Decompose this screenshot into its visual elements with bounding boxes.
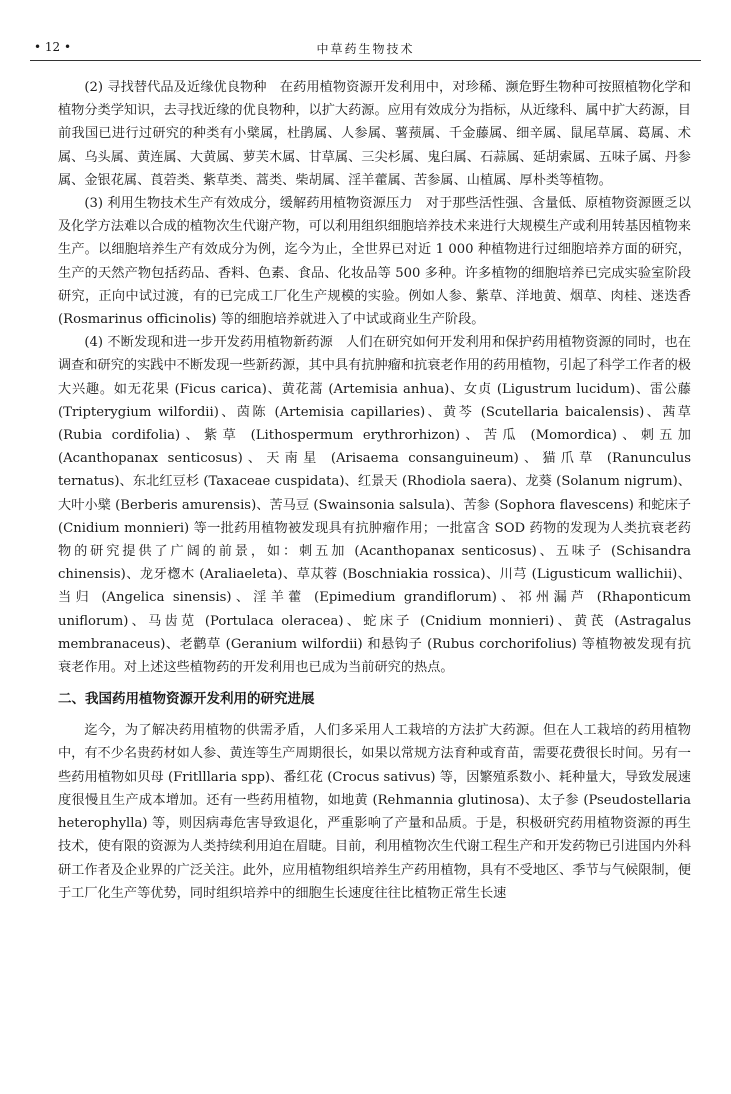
page-body	[58, 76, 691, 905]
paragraph-substitutes: (2) 寻找替代品及近缘优良物种 在药用植物资源开发利用中，对珍稀、濒危野生物种可按照植物化学和植物分类学知识，去寻找近缘的优良物种，以扩大药源。应用有效成分为指标，从近缘科、属中扩大药源，目前我国已进行过研究的种类有小檗属，杜鹃属、人参属、薯蓣属、千金藤属、细辛属、鼠尾草属、葛属、术属、乌头属、黄连属、大黄属、萝芙木属、甘草属、三尖杉属、鬼臼属、石蒜属、延胡索属、五味子属、丹参属、金银花属、莨菪类、紫草类、蒿类、柴胡属、淫羊藿属、苦参属、山植属、厚朴类等植物。	[58, 80, 691, 188]
page-number: • 12 •	[34, 40, 72, 54]
running-title: 中草药生物技术	[316, 42, 415, 56]
paragraph-research-progress: 迄今，为了解决药用植物的供需矛盾，人们多采用人工栽培的方法扩大药源。但在人工栽培的药用植物中，有不少名贵药材如人参、黄连等生产周期很长，如果以常规方法育种或育苗，需要花费很长时间。另有一些药用植物如贝母 (Fritlllaria spp)、番红花 (Crocus sativus) 等，因繁殖系数小、耗种量大，导致发展速度很慢且生产成本增加。还有一些药用植物，如地黄 (Rehmannia glutinosa)、太子参 (Pseudostellaria heterophylla) 等，则因病毒危害导致退化，严重影响了产量和品质。于是，积极研究药用植物资源的再生技术，使有限的资源为人类持续利用迫在眉睫。目前，利用植物次生代谢工程生产和开发药物已引进国内外科研工作者及企业界的广泛关注。此外，应用植物组织培养生产药用植物，具有不受地区、季节与气候限制，便于工厂化生产等优势，同时组织培养中的细胞生长速度往往比植物正常生长速	[58, 723, 691, 901]
page-header	[30, 38, 701, 61]
section-heading: 二、我国药用植物资源开发利用的研究进展	[58, 691, 315, 708]
paragraph-new-sources: (4) 不断发现和进一步开发药用植物新药源 人们在研究如何开发利用和保护药用植物资源的同时，也在调查和研究的实践中不断发现一些新药源，其中具有抗肿瘤和抗衰老作用的药用植物，引起了科学工作者的极大兴趣。如无花果 (Ficus carica)、黄花蒿 (Artemisia anhua)、女贞 (Ligustrum lucidum)、雷公藤 (Tripterygium wilfordii)、茵陈 (Artemisia capillaries)、黄芩 (Scutellaria baicalensis)、茜草 (Rubia cordifolia)、紫草 (Lithospermum erythrorhizon)、苦瓜 (Momordica)、刺五加 (Acanthopanax senticosus)、天南星 (Arisaema consanguineum)、猫爪草 (Ranunculus ternatus)、东北红豆杉 (Taxaceae cuspidata)、红景天 (Rhodiola saera)、龙葵 (Solanum nigrum)、大叶小檗 (Berberis amurensis)、苦马豆 (Swainsonia salsula)、苦参 (Sophora flavescens) 和蛇床子 (Cnidium monnieri) 等一批药用植物被发现具有抗肿瘤作用；一批富含 SOD 药物的发现为人类抗衰老药物的研究提供了广阔的前景，如：刺五加 (Acanthopanax senticosus)、五味子 (Schisandra chinensis)、龙牙楤木 (Araliaeleta)、草苁蓉 (Boschniakia rossica)、川芎 (Ligusticum wallichii)、当归 (Angelica sinensis)、淫羊藿 (Epimedium grandiflorum)、祁州漏芦 (Rhaponticum uniflorum)、马齿苋 (Portulaca oleracea)、蛇床子 (Cnidium monnieri)、黄芪 (Astragalus membranaceus)、老鹳草 (Geranium wilfordii) 和悬钩子 (Rubus corchorifolius) 等植物被发现有抗衰老作用。对上述这些植物药的开发利用也已成为当前研究的热点。	[58, 335, 691, 676]
paragraph-biotech-production: (3) 利用生物技术生产有效成分，缓解药用植物资源压力 对于那些活性强、含量低、原植物资源匮乏以及化学方法难以合成的植物次生代谢产物，可以利用组织细胞培养技术来进行大规模生产或利用转基因植物来生产。以细胞培养生产有效成分为例，迄今为止，全世界已对近 1 000 种植物进行过细胞培养方面的研究，生产的天然产物包括药品、香料、色素、食品、化妆品等 500 多种。许多植物的细胞培养已完成实验室阶段研究，正向中试过渡，有的已完成工厂化生产规模的实验。例如人参、紫草、洋地黄、烟草、肉桂、迷迭香 (Rosmarinus officinolis) 等的细胞培养就进入了中试或商业生产阶段。	[58, 196, 691, 328]
